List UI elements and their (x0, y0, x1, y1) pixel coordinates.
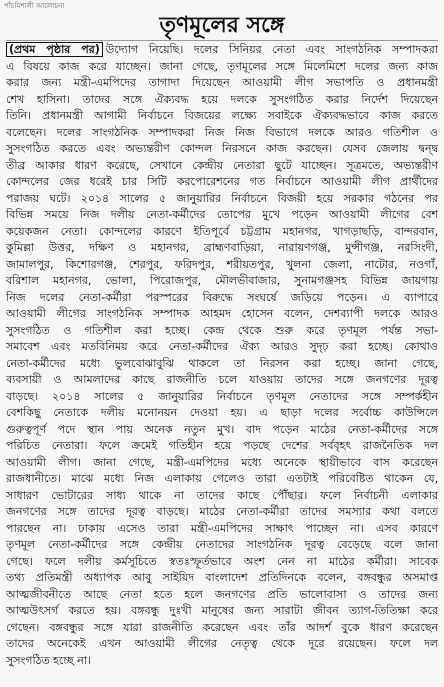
article-line: সাধারণ ভোটারের সাধ্য থাকে না তাদের কাছে পৌঁছার। ফলে নির্বাচনী এলাকার (6, 488, 438, 502)
article-line: আত্মজীবনীতে আছে নেতা হতে হলে জনগণের প্রতি ভালোবাসা ও তাদের জন্য (6, 587, 438, 601)
article-line: গুরুত্বপূর্ণ পদে স্থান পায় অনেক নতুন মুখ। বাদ পড়েন মাঠের নেতা-কর্মীদের সঙ্গে (6, 422, 438, 436)
article-body (6, 42, 438, 684)
headline-divider (6, 40, 438, 41)
article-line: তাদের অনেকেই এখন আওয়ামী লীগের নেতৃত্ব থেকে দূরে রয়েছেন। ফলে দল (6, 637, 438, 650)
article-line: নেতা-কর্মীদের মধ্যে ভুলবোঝাবুঝি থাকলে তা নিরসন করা হচ্ছে। জানা গেছে, (6, 356, 438, 370)
article-line: বেশকিছু নেতাকে দলীয় মনোনয়ন দেওয়া হয়। এ ছাড়া দলের সর্বোচ্চ কাউন্সিলে (6, 406, 438, 419)
article-line: পরিচিত নেতারা। ফলে ক্রমেই গতিহীন হয়ে পড়ছে দেশের সর্ববৃহৎ রাজনৈতিক দল (6, 439, 438, 452)
article-line: তিনি। প্রধানমন্ত্রী আগামী নির্বাচনে বিজয়ের লক্ষ্যে সবাইকে ঐক্যবদ্ধভাবে কাজ করতে (6, 109, 438, 122)
article-line: বলেছেন। দলের সাংগঠনিক সম্পাদকরা নিজ নিজ বিভাগে দলকে আরও গতিশীল ও (6, 125, 438, 139)
article-line: করার জন্য মন্ত্রী-এমপিদের তাগাদা দিয়েছেন আওয়ামী লীগ সভাপতি ও প্রধানমন্ত্রী (6, 76, 438, 89)
article-line: (প্রথম পৃষ্ঠার পর) উদ্যোগ নিয়েছি। দলের সিনিয়র নেতা এবং সাংগঠনিক সম্পাদকরা (6, 42, 438, 59)
article-line: তৃণমূল নেতা-কর্মীদের সঙ্গে কেন্দ্রীয় নেতাদের সাংগঠনিক দূরত্ব বেড়েছে বলে জানা (6, 538, 438, 551)
article-line: কোন্দলের জের ধরেই চার সিটি করপোরেশনের গত নির্বাচনে আওয়ামী লীগ প্রার্থীদের (6, 175, 438, 188)
article-line: এ বিষয়ে কাজ করে যাচ্ছেন। জানা গেছে, তৃণমূলের সঙ্গে মিলেমিশে দলের জন্য কাজ (6, 59, 438, 73)
article-line: সমাবেশ এবং মতবিনিময় করে নেতা-কর্মীদের ঐক্য আরও সুদৃঢ় করা হচ্ছে। কোথাও (6, 340, 438, 353)
article-line: সুসংগঠিত হচ্ছে না। (6, 653, 91, 667)
article-line: সুসংগঠিত ও গতিশীল করা হচ্ছে। কেন্দ্র থেকে শুরু করে তৃণমূল পর্যন্ত সভা- (6, 323, 438, 337)
article-line: তীব্র আকার ধারণ করেছে, সেখানে কেন্দ্রীয় নেতারা ছুটে যাচ্ছেন। সূত্রমতে, অভ্যন্তরীণ (6, 158, 438, 172)
article-line: আওয়ামী লীগ। জানা গেছে, মন্ত্রী-এমপিদের মধ্যে অনেকে স্থায়ীভাবে বাস করেছেন (6, 455, 438, 469)
article-line: গেছেন। বঙ্গবন্ধুর সঙ্গে যারা রাজনীতি করেছেন এবং তাঁর আদর্শ বুকে ধারণ করেছেন (6, 620, 438, 634)
article-line: পারছেন না। ঢাকায় এসেও তারা মন্ত্রী-এমপিদের সাক্ষাৎ পাচ্ছেন না। এসব কারণে (6, 521, 438, 535)
article-line: গেছে। ফলে দলীয় কর্মসূচিতে স্বতঃস্ফূর্তভাবে অংশ নেন না মাঠের কর্মীরা। সাবেক (6, 554, 438, 568)
article-line: বাড়ছে। ২০১৪ সালের ৫ জানুয়ারির নির্বাচনে তৃণমূল নেতাদের সঙ্গে সম্পর্কহীন (6, 389, 438, 403)
masthead: পাঁচমিশালী আলোচনা (4, 2, 65, 10)
continued-label: (প্রথম পৃষ্ঠার পর) (6, 42, 103, 57)
article-line: পরাজয় ঘটে। ২০১৪ সালের ৫ জানুয়ারির নির্বাচনে বিজয়ী হয়ে সরকার গঠনের পর (6, 191, 438, 205)
article-line: সুসংগঠিত করতে এবং অভ্যন্তরীণ কোন্দল নিরসনে কাজ করছেন। যেসব জেলায় দ্বন্দ্ব (6, 142, 438, 155)
article-line: কয়েকজন নেতা। কোন্দলের কারণে ইতিপূর্বে চট্টগ্রাম মহানগর, খাগড়াছড়ি, বান্দরবান, (6, 224, 438, 238)
article-line: আত্মউৎসর্গ করতে হয়। বঙ্গবন্ধু দুঃখী মানুষের জন্য সারাটা জীবন ত্যাগ-তিতিক্ষা করে (6, 604, 438, 617)
article-line: বিভিন্ন সময়ে নিজ দলীয় নেতা-কর্মীদের তোপের মুখে পড়েন আওয়ামী লীগের বেশ (6, 208, 438, 221)
article-line: শেখ হাসিনা। তাদের সঙ্গে ঐক্যবদ্ধ হয়ে দলকে সুসংগঠিত করার নির্দেশ দিয়েছেন (6, 92, 438, 106)
article-line: নিজ দলের নেতা-কর্মীরা পরস্পরের বিরুদ্ধে সংঘর্ষে জড়িয়ে পড়েন। এ ব্যাপারে (6, 290, 438, 304)
article-headline: তৃণমূলের সঙ্গে (159, 12, 285, 38)
article-line: ব্যবসায়ী ও আমলাদের কাছে রাজনীতি চলে যাওয়ায় তাদের সঙ্গে জনগণের দূরত্ব (6, 373, 438, 386)
article-line: জনগণের সঙ্গে তাদের দূরত্ব বাড়ছে। মাঠের নেতা-কর্মীরা তাদের সমস্যার কথা বলতে (6, 505, 438, 518)
article-line: জামালপুর, কিশোরগঞ্জ, শেরপুর, ফরিদপুর, শরীয়তপুর, খুলনা জেলা, নাটোর, নওগাঁ, (6, 257, 438, 271)
article-line: তথ্য প্রতিমন্ত্রী অধ্যাপক আবু সাইয়িদ বাংলাদেশ প্রতিদিনকে বলেন, বঙ্গবন্ধুর অসমাপ্ত (6, 571, 438, 584)
article-line: রাজধানীতে। মাঝে মধ্যে নিজ এলাকায় গেলেও তারা এতটাই পরিবেষ্টিত থাকেন যে, (6, 472, 438, 485)
article-line: আওয়ামী লীগের সাংগঠনিক সম্পাদক আহমদ হোসেন বলেন, দেশব্যাপী দলকে আরও (6, 307, 438, 320)
article-line: বরিশাল মহানগর, ভোলা, পিরোজপুর, মৌলভীবাজার, সুনামগঞ্জসহ বিভিন্ন জায়গায় (6, 274, 438, 287)
article-line: কুমিল্লা উত্তর, দক্ষিণ ও মহানগর, ব্রাহ্মণবাড়িয়া, নারায়ণগঞ্জ, মুন্সীগঞ্জ, নরসিংদী, (6, 241, 438, 254)
